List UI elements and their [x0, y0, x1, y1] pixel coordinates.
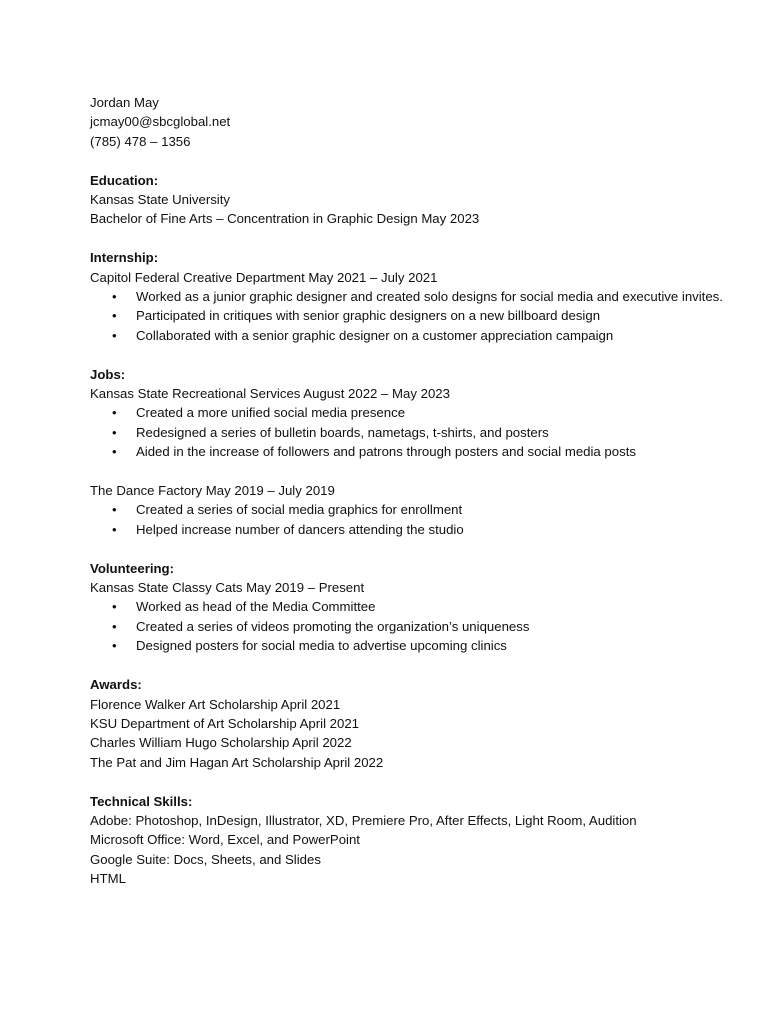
list-item: • Created a more unified social media presence — [90, 403, 750, 422]
award-item: The Pat and Jim Hagan Art Scholarship April 2022 — [90, 754, 384, 770]
list-item: • Collaborated with a senior graphic designer on a customer appreciation campaign — [90, 326, 750, 345]
job-bullet-list — [90, 500, 750, 539]
awards-heading: Awards: — [90, 677, 142, 693]
award-item: Charles William Hugo Scholarship April 2022 — [90, 735, 352, 751]
spacer — [90, 772, 750, 791]
spacer — [90, 151, 750, 170]
spacer — [90, 345, 750, 364]
skills-heading: Technical Skills: — [90, 793, 193, 809]
list-item: • Created a series of videos promoting the organization’s uniqueness — [90, 617, 750, 636]
volunteering-title: Kansas State Classy Cats May 2019 – Present — [90, 580, 365, 596]
list-item: • Aided in the increase of followers and patrons through posters and social media posts — [90, 442, 750, 461]
education-heading: Education: — [90, 172, 159, 188]
list-item: • Redesigned a series of bulletin boards, nametags, t-shirts, and posters — [90, 423, 750, 442]
internship-title: Capitol Federal Creative Department May 2021 – July 2021 — [90, 269, 438, 285]
volunteering-bullet-list — [90, 597, 750, 655]
internship-bullet-list — [90, 287, 750, 345]
skill-item: Google Suite: Docs, Sheets, and Slides — [90, 851, 321, 867]
list-item: • Participated in critiques with senior graphic designers on a new billboard design — [90, 306, 750, 325]
job-bullet-list — [90, 403, 750, 461]
jobs-heading: Jobs: — [90, 366, 126, 382]
spacer — [90, 539, 750, 558]
spacer — [90, 229, 750, 248]
contact-email: jcmay00@sbcglobal.net — [90, 114, 231, 130]
job-title: Kansas State Recreational Services August 2022 – May 2023 — [90, 386, 450, 402]
contact-phone: (785) 478 – 1356 — [90, 133, 191, 149]
skill-item: Microsoft Office: Word, Excel, and PowerPoint — [90, 832, 360, 848]
award-item: Florence Walker Art Scholarship April 2021 — [90, 696, 341, 712]
resume-document — [90, 93, 750, 889]
education-school: Kansas State University — [90, 192, 230, 208]
education-degree: Bachelor of Fine Arts – Concentration in Graphic Design May 2023 — [90, 211, 480, 227]
spacer — [90, 462, 750, 481]
spacer — [90, 656, 750, 675]
list-item: • Designed posters for social media to advertise upcoming clinics — [90, 636, 750, 655]
list-item: • Worked as a junior graphic designer and created solo designs for social media and executive invites. — [90, 287, 750, 306]
job-title: The Dance Factory May 2019 – July 2019 — [90, 483, 335, 499]
award-item: KSU Department of Art Scholarship April 2021 — [90, 715, 360, 731]
internship-heading: Internship: — [90, 250, 159, 266]
volunteering-heading: Volunteering: — [90, 560, 175, 576]
list-item: • Worked as head of the Media Committee — [90, 597, 750, 616]
skill-item: Adobe: Photoshop, InDesign, Illustrator, XD, Premiere Pro, After Effects, Light Room, Audition — [90, 812, 637, 828]
contact-name: Jordan May — [90, 95, 159, 110]
list-item: • Helped increase number of dancers attending the studio — [90, 520, 750, 539]
skill-item: HTML — [90, 871, 126, 887]
list-item: • Created a series of social media graphics for enrollment — [90, 500, 750, 519]
